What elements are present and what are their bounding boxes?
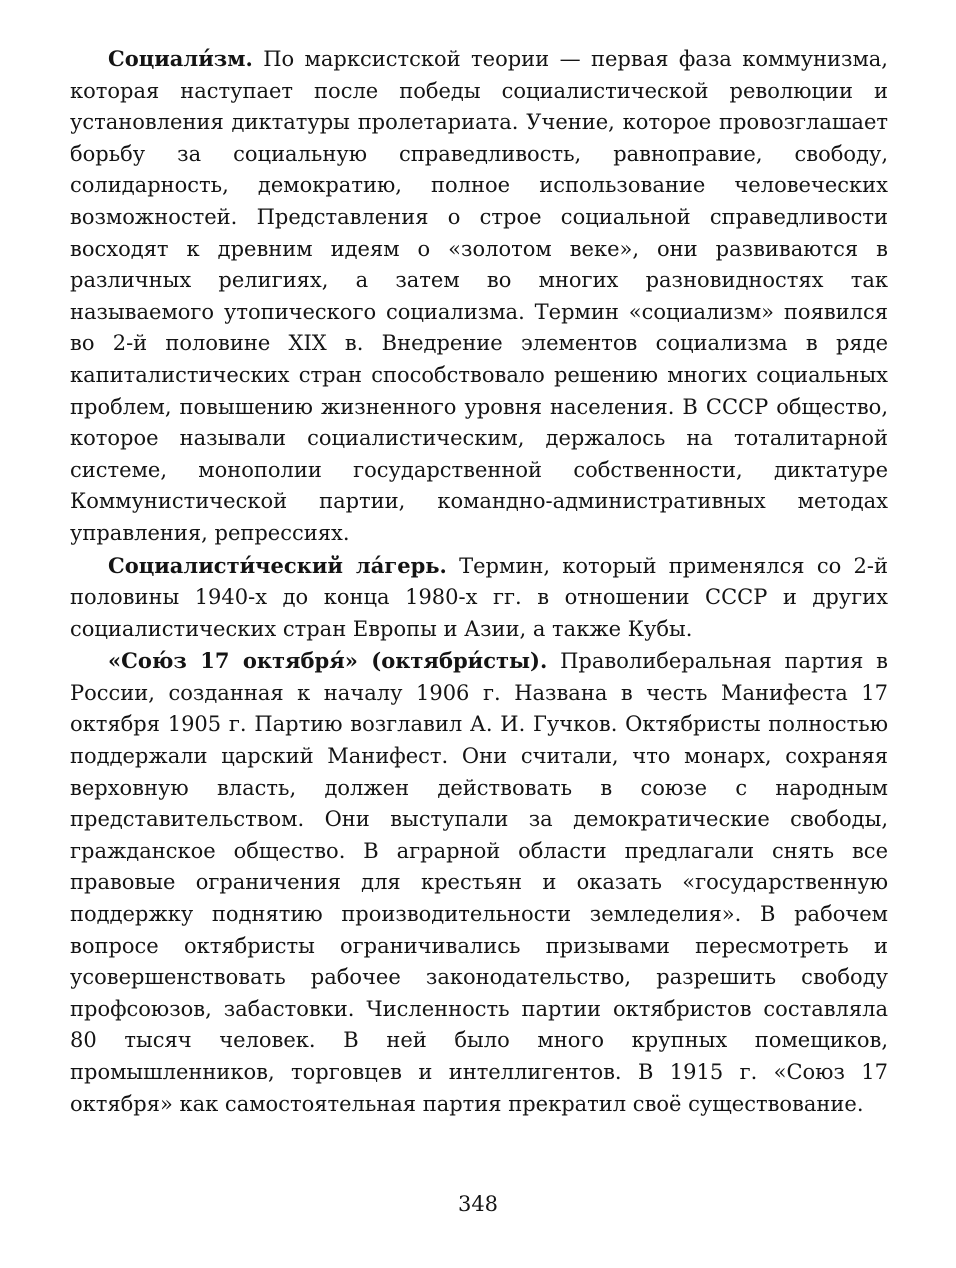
dictionary-page [70,43,888,1120]
entry-definition: По марксистской теории — первая фаза коммунизма, которая наступает после победы социалистической революции и установления диктатуры пролетариата. Учение, которое провозглашает борьбу за социальную справедливость, равноправие, свободу, солидарность, демократию, полное использование человеческих возможностей. Представления о строе социальной справедливости восходят к древним идеям о «золотом веке», они развиваются в различных религиях, а затем во многих разновидностях так называемого утопического социализма. Термин «социализм» появился во 2-й половине XIX в. Внедрение элементов социализма в ряде капиталистических стран способствовало решению многих социальных проблем, повышению жизненного уровня населения. В СССР общество, которое называли социалистическим, держалось на тоталитарной системе, монополии государственной собственности, диктатуре Коммунистической партии, командно-административных методах управления, репрессиях. [70,47,888,545]
entry-term: Социали́зм. [108,46,253,71]
entry-union-17-october [70,645,888,1120]
entry-definition: Термин, который применялся со 2-й половины 1940-х до конца 1980-х гг. в отношении СССР и других социалистических стран Европы и Азии, а также Кубы. [70,553,888,641]
entry-socialism [70,43,888,550]
page-number: 348 [457,1192,499,1216]
entry-term: «Сою́з 17 октября́» (октябри́сты). [108,648,548,674]
entry-term: Социалисти́ческий ла́герь. [108,552,447,578]
entry-socialist-camp [70,550,888,646]
entry-definition: Праволиберальная партия в России, созданная к началу 1906 г. Названа в честь Манифеста 17 октября 1905 г. Партию возглавил А. И. Гучков. Октябристы полностью поддержали царский Манифест. Они считали, что монарх, сохраняя верховную власть, должен действовать в союзе с народным представительством. Они выступали за демократические свободы, гражданское общество. В аграрной области предлагали снять все правовые ограничения для крестьян и оказать «государственную поддержку поднятию производительности земледелия». В рабочем вопросе октябристы ограничивались призывами пересмотреть и усовершенствовать рабочее законодательство, разрешить свободу профсоюзов, забастовки. Численность партии октябристов составляла 80 тысяч человек. В ней было много крупных помещиков, промышленников, торговцев и интеллигентов. В 1915 г. «Союз 17 октября» как самостоятельная партия прекратил своё существование. [70,649,888,1116]
